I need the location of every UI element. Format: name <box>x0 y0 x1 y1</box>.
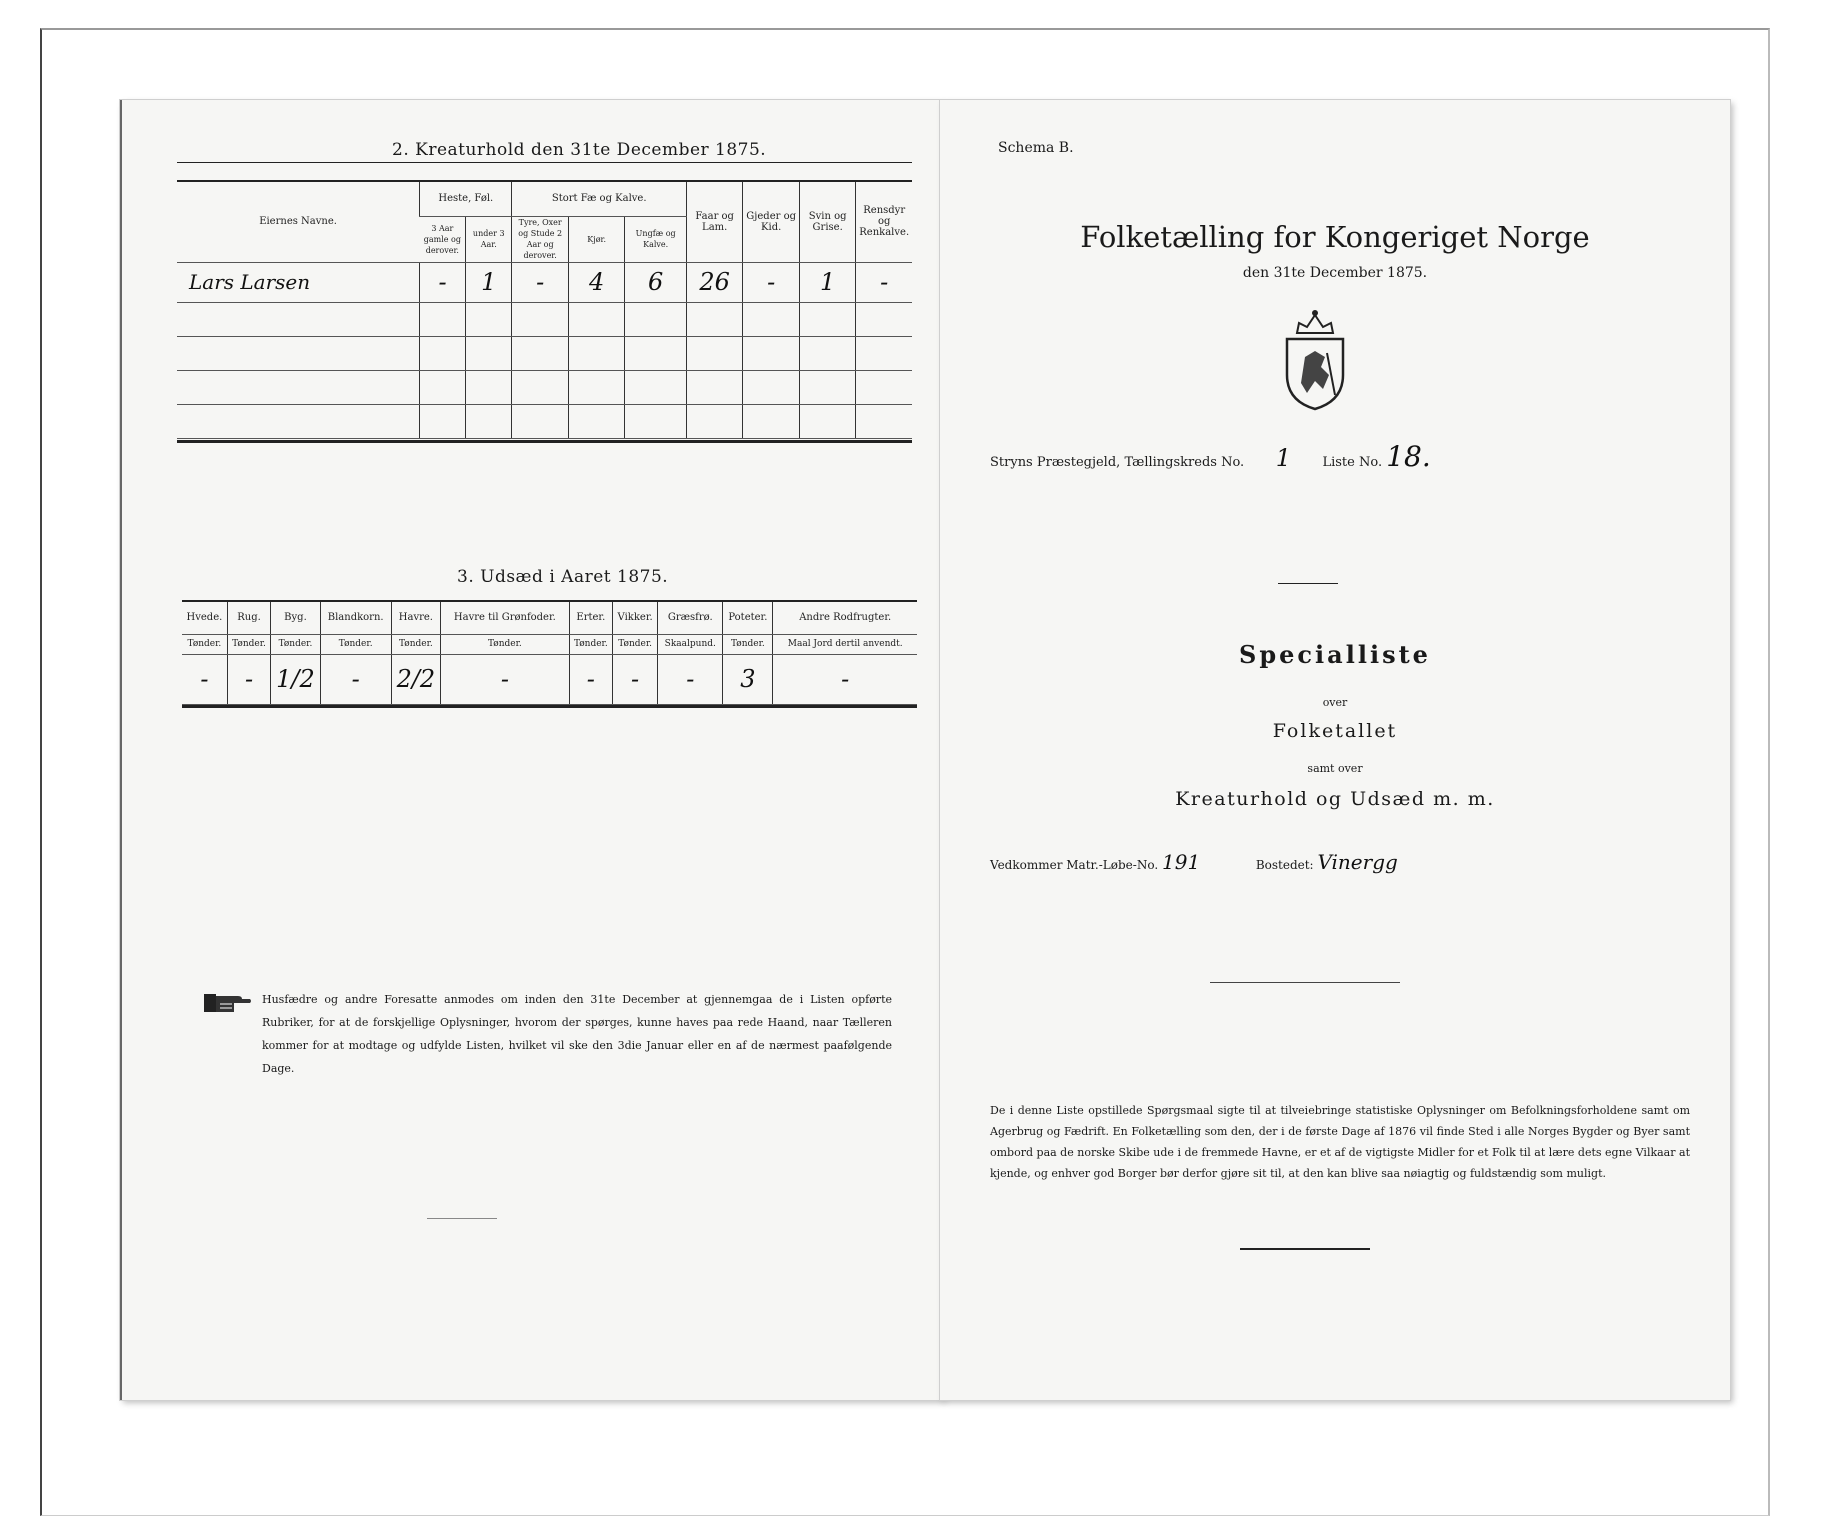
schema-label: Schema B. <box>998 140 1074 156</box>
cell-heste-b: 1 <box>466 262 512 302</box>
cell-svin: 1 <box>799 262 855 302</box>
livestock-table <box>177 182 912 439</box>
col-faar: Faar og Lam. <box>686 182 742 262</box>
sowing-col-unit: Tønder. <box>441 634 570 654</box>
sowing-col-unit: Tønder. <box>723 634 773 654</box>
bosted-label: Bostedet: <box>1255 858 1314 872</box>
sowing-col-unit: Tønder. <box>271 634 320 654</box>
sowing-col-unit: Tønder. <box>613 634 658 654</box>
pointing-hand-icon <box>204 990 252 1020</box>
over-text: over <box>1322 696 1348 709</box>
sowing-col-unit: Skaalpund. <box>658 634 723 654</box>
sowing-cell: - <box>227 654 270 704</box>
sowing-col-header: Rug. <box>227 602 270 634</box>
sowing-cell: 3 <box>723 654 773 704</box>
matr-label: Vedkommer Matr.-Løbe-No. <box>990 858 1159 872</box>
table-row <box>177 262 912 302</box>
col-svin: Svin og Grise. <box>799 182 855 262</box>
right-page <box>940 100 1730 1400</box>
col-heste-a: 3 Aar gamle og derover. <box>420 216 466 262</box>
sowing-cell: 2/2 <box>391 654 440 704</box>
cell-fae-a: - <box>512 262 568 302</box>
cell-faar: 26 <box>686 262 742 302</box>
sowing-cell: 1/2 <box>271 654 320 704</box>
cell-rensdyr: - <box>856 262 912 302</box>
sowing-cell: - <box>773 654 917 704</box>
sowing-col-unit: Tønder. <box>182 634 227 654</box>
col-fae-c: Ungfæ og Kalve. <box>625 216 687 262</box>
cell-fae-c: 6 <box>625 262 687 302</box>
cell-gjeder: - <box>743 262 799 302</box>
sowing-cell: - <box>613 654 658 704</box>
sowing-col-header: Andre Rodfrugter. <box>773 602 917 634</box>
sowing-cell: - <box>182 654 227 704</box>
sowing-cell: - <box>320 654 391 704</box>
census-date: den 31te December 1875. <box>1242 265 1428 281</box>
sowing-col-header: Græsfrø. <box>658 602 723 634</box>
liste-value: 18. <box>1386 440 1431 473</box>
kreds-label: Tællingskreds No. <box>1124 455 1245 470</box>
matr-value: 191 <box>1162 850 1201 874</box>
sowing-col-unit: Tønder. <box>391 634 440 654</box>
sowing-col-unit: Tønder. <box>569 634 612 654</box>
cell-heste-a: - <box>420 262 466 302</box>
section-3-title: 3. Udsæd i Aaret 1875. <box>457 567 669 587</box>
col-gjeder: Gjeder og Kid. <box>743 182 799 262</box>
kreaturhold-heading: Kreaturhold og Udsæd m. m. <box>1175 788 1495 810</box>
sowing-cell: - <box>658 654 723 704</box>
sowing-col-header: Vikker. <box>613 602 658 634</box>
col-heste-b: under 3 Aar. <box>466 216 512 262</box>
left-page <box>120 100 942 1400</box>
page-title: Folketælling for Kongeriget Norge <box>1080 220 1590 254</box>
sowing-col-unit: Tønder. <box>227 634 270 654</box>
col-fae-a: Tyre, Oxer og Stude 2 Aar og derover. <box>512 216 568 262</box>
table-row <box>182 654 917 704</box>
col-owner: Eiernes Navne. <box>177 182 420 262</box>
prestegjeld-label: Stryns Præstegjeld, <box>990 455 1121 470</box>
col-heste: Heste, Føl. <box>420 182 512 216</box>
sowing-cell: - <box>569 654 612 704</box>
notice-text: Husfædre og andre Foresatte anmodes om inden den 31te December at gjennemgaa de i Listen opførte Rubriker, for at de forskjellige Oplysninger, hvorom der spørges, kunne haves paa rede Haand, naar Tælleren kommer for at modtage og udfylde Listen, hvilket vil ske den 3die Januar eller en af de nærmest paafølgende Dage. <box>262 993 892 1075</box>
section-2-title: 2. Kreaturhold den 31te December 1875. <box>392 140 767 160</box>
sowing-col-unit: Maal Jord dertil anvendt. <box>773 634 917 654</box>
col-fae-b: Kjør. <box>568 216 624 262</box>
liste-label: Liste No. <box>1322 455 1383 470</box>
sowing-col-header: Blandkorn. <box>320 602 391 634</box>
sowing-cell: - <box>441 654 570 704</box>
cell-fae-b: 4 <box>568 262 624 302</box>
kreds-value: 1 <box>1275 444 1291 472</box>
sowing-col-header: Hvede. <box>182 602 227 634</box>
sowing-col-header: Poteter. <box>723 602 773 634</box>
district-line <box>990 440 1431 473</box>
samt-over-text: samt over <box>1307 762 1363 775</box>
sowing-table <box>182 602 917 705</box>
col-stort-fae: Stort Fæ og Kalve. <box>512 182 687 216</box>
sowing-col-header: Erter. <box>569 602 612 634</box>
col-rensdyr: Rensdyr og Renkalve. <box>856 182 912 262</box>
sowing-col-header: Havre. <box>391 602 440 634</box>
sowing-col-unit: Tønder. <box>320 634 391 654</box>
sowing-col-header: Byg. <box>271 602 320 634</box>
footer-paragraph: De i denne Liste opstillede Spørgsmaal sigte til at tilveiebringe statistiske Oplysninger om Befolkningsforholdene samt om Agerbrug og Fædrift. En Folketælling som den, der i de første Dage af 1876 vil finde Sted i alle Norges Bygder og Byer samt ombord paa de norske Skibe ude i de fremmede Havne, er et af de vigtigste Midler for et Folk til at lære dets egne Vilkaar at kjende, og enhver god Borger bør derfor gjøre sit til, at den kan blive saa nøiagtig og fuldstændig som muligt. <box>990 1104 1690 1180</box>
bosted-value: Vinergg <box>1317 850 1398 874</box>
owner-name: Lars Larsen <box>177 262 420 302</box>
specialliste-heading: Specialliste <box>1239 640 1431 669</box>
sowing-col-header: Havre til Grønfoder. <box>441 602 570 634</box>
folketallet-heading: Folketallet <box>1272 720 1398 742</box>
matr-line <box>990 850 1398 874</box>
norway-coat-of-arms-icon <box>1275 305 1355 419</box>
